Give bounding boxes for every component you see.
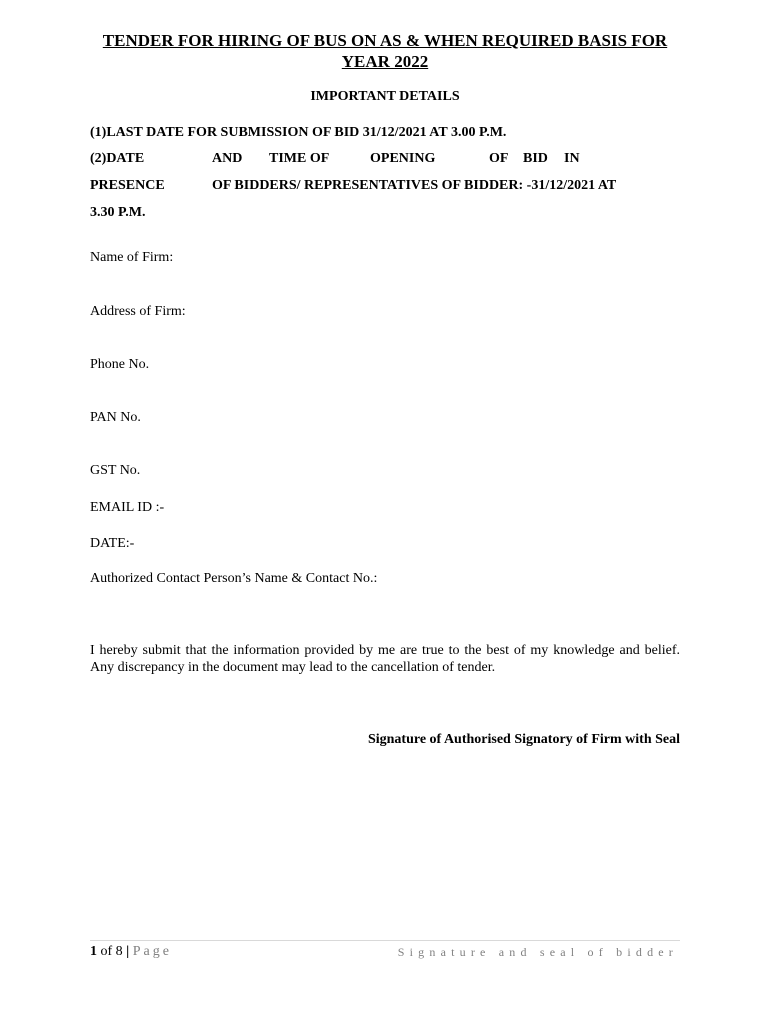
- field-pan-no: PAN No.: [90, 410, 141, 425]
- bid-opening-word-presence: PRESENCE: [90, 178, 165, 193]
- footer-page-word: Page: [132, 944, 172, 959]
- field-phone-no: Phone No.: [90, 357, 150, 372]
- field-gst-no: GST No.: [90, 463, 141, 478]
- field-date: DATE:-: [90, 536, 135, 551]
- footer-page-number: 1: [90, 944, 97, 959]
- field-email-id: EMAIL ID :-: [90, 500, 165, 515]
- footer-separator: |: [126, 944, 130, 959]
- bid-opening-word-opening: OPENING: [370, 151, 436, 166]
- bid-opening-bidders-text: OF BIDDERS/ REPRESENTATIVES OF BIDDER: -31/12/2021 AT: [212, 178, 617, 193]
- field-contact-person: Authorized Contact Person’s Name & Contact No.:: [90, 571, 378, 586]
- footer-divider: [90, 940, 680, 941]
- declaration-text: I hereby submit that the information provided by me are true to the best of my knowledge and belief. Any discrepancy in the document may lead to the cancellation of tender.: [90, 643, 680, 675]
- bid-opening-word-and: AND: [212, 151, 243, 166]
- field-address-of-firm: Address of Firm:: [90, 304, 186, 319]
- document-title: [90, 30, 680, 72]
- title-line-2: YEAR 2022: [341, 52, 429, 71]
- bid-opening-word-time-of: TIME OF: [269, 151, 330, 166]
- footer-page-of: of 8: [100, 944, 123, 959]
- bid-opening-word-date: (2)DATE: [90, 151, 145, 166]
- signature-label: Signature of Authorised Signatory of Firm with Seal: [367, 732, 680, 747]
- field-name-of-firm: Name of Firm:: [90, 250, 174, 265]
- important-details-heading: IMPORTANT DETAILS: [310, 89, 460, 104]
- footer-page-indicator: [90, 944, 172, 960]
- bid-opening-time: 3.30 P.M.: [90, 205, 146, 220]
- bid-opening-word-in: IN: [564, 151, 580, 166]
- bid-opening-word-of: OF: [489, 151, 509, 166]
- footer-signature-note: Signature and seal of bidder: [397, 945, 678, 959]
- bid-submission-deadline: (1)LAST DATE FOR SUBMISSION OF BID 31/12/2021 AT 3.00 P.M.: [90, 125, 507, 140]
- title-line-1: TENDER FOR HIRING OF BUS ON AS & WHEN REQUIRED BASIS FOR: [102, 31, 668, 50]
- bid-opening-word-bid: BID: [523, 151, 548, 166]
